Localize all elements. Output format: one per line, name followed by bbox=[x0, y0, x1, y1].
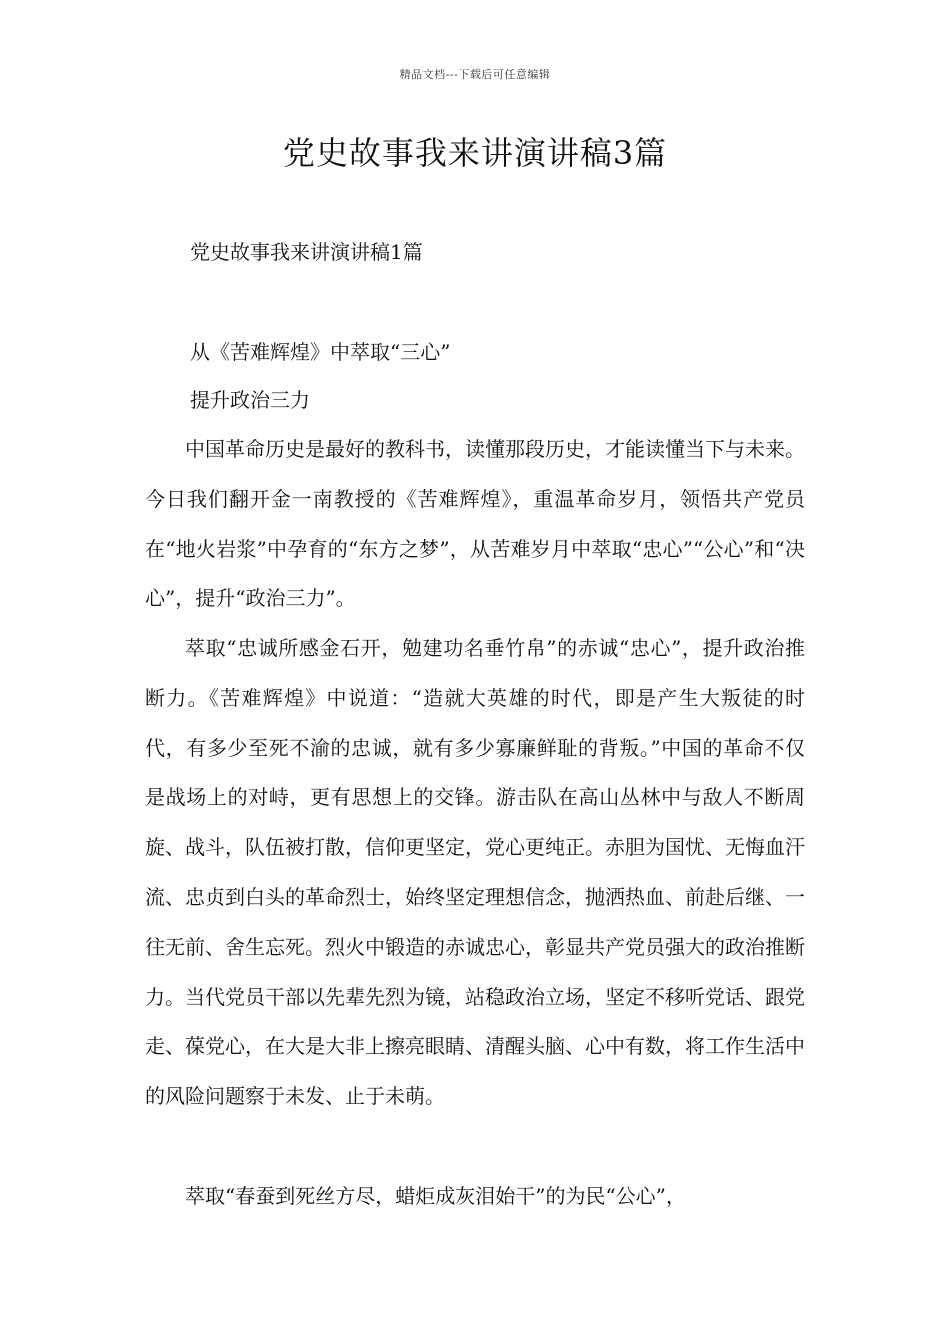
paragraph-2: 萃取“忠诚所感金石开，勉建功名垂竹帛”的赤诚“忠心”，提升政治推断力。《苦难辉煌》中说道：“造就大英雄的时代，即是产生大叛徒的时代，有多少至死不渝的忠诚，就有多少寡廉鲜耻的背叛。”中国的革命不仅是战场上的对峙，更有思想上的交锋。游击队在高山丛林中与敌人不断周旋、战斗，队伍被打散，信仰更坚定，党心更纯正。赤胆为国忧、无悔血汗流、忠贞到白头的革命烈士，始终坚定理想信念，抛洒热血、前赴后继、一往无前、舍生忘死。烈火中锻造的赤诚忠心，彰显共产党员强大的政治推断力。当代党员干部以先辈先烈为镜，站稳政治立场，坚定不移听党话、跟党走、葆党心，在大是大非上擦亮眼睛、清醒头脑、心中有数，将工作生活中的风险问题察于未发、止于未萌。 bbox=[145, 636, 805, 1109]
paragraph-1: 中国革命历史是最好的教科书，读懂那段历史，才能读懂当下与未来。今日我们翻开金一南教授的《苦难辉煌》，重温革命岁月，领悟共产党员在“地火岩浆”中孕育的“东方之梦”，从苦难岁月中萃取“忠心”“公心”和“决心”，提升“政治三力”。 bbox=[145, 437, 805, 611]
subtitle: 党史故事我来讲演讲稿1篇 bbox=[190, 240, 423, 264]
paragraph-3: 萃取“春蚕到死丝方尽，蜡炬成灰泪始干”的为民“公心”， bbox=[185, 1184, 686, 1208]
heading-line-1: 从《苦难辉煌》中萃取“三心” bbox=[190, 340, 451, 364]
document-title: 党史故事我来讲演讲稿3篇 bbox=[282, 134, 668, 172]
heading-line-2: 提升政治三力 bbox=[190, 388, 310, 412]
header-note: 精品文档---下载后可任意编辑 bbox=[399, 68, 551, 81]
